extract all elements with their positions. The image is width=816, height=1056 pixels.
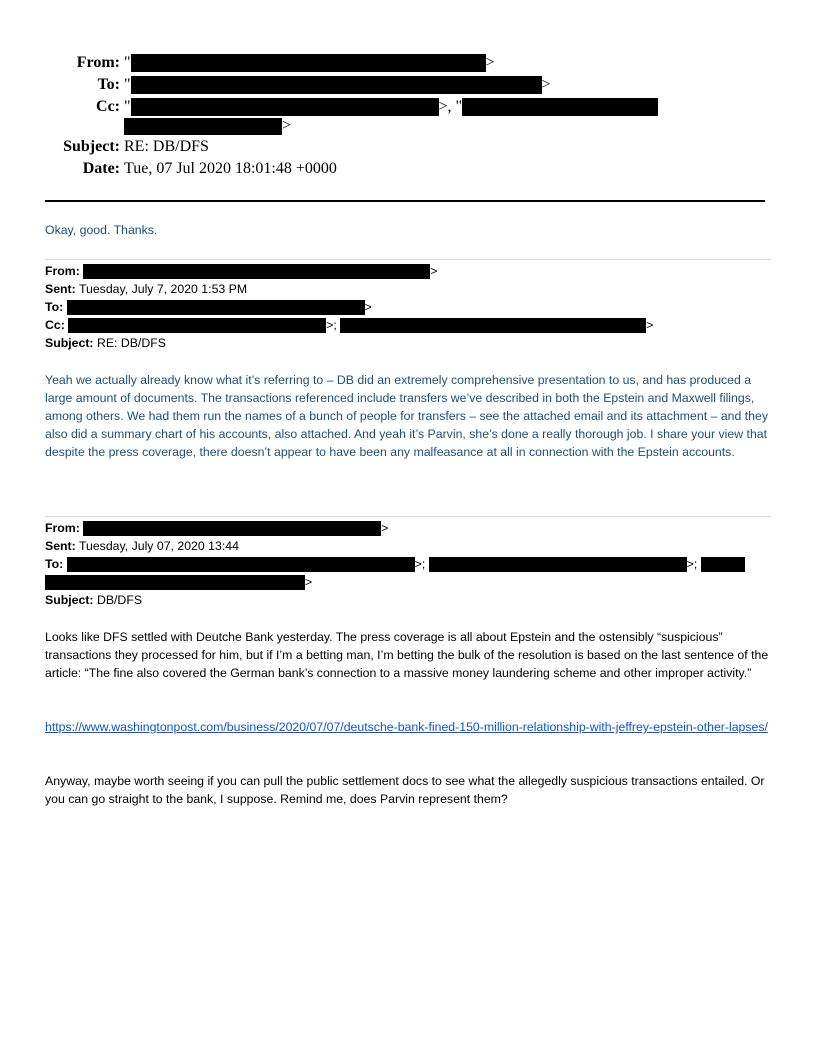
- redaction-block: [131, 98, 439, 116]
- cc-separator: >;: [326, 318, 337, 332]
- redaction-block: [131, 76, 542, 94]
- redaction-block: [429, 557, 687, 572]
- cc-close: >: [282, 117, 292, 134]
- sent-value: Tuesday, July 07, 2020 13:44: [78, 539, 239, 553]
- to-open-quote: ": [124, 76, 131, 93]
- to-label: To:: [45, 557, 64, 571]
- to-close: >: [364, 300, 372, 314]
- from-label: From:: [45, 264, 80, 278]
- redaction-block: [83, 264, 430, 279]
- cc-label: Cc:: [96, 98, 120, 115]
- reply-body: Okay, good. Thanks.: [45, 223, 158, 237]
- to-separator: >;: [414, 557, 426, 571]
- to-close: >: [541, 76, 551, 93]
- subject-label: Subject:: [63, 138, 120, 155]
- subject-value: DB/DFS: [96, 593, 143, 607]
- cc-separator: >, ": [438, 98, 463, 115]
- redaction-block: [45, 575, 305, 590]
- original-email-body-paragraph: Anyway, maybe worth seeing if you can pull the public settlement docs to see what the allegedly suspicious transactions entailed. Or you can go straight to the bank, I suppose. Remind me, does Parvin represent them?: [45, 774, 765, 806]
- sent-label: Sent:: [45, 539, 76, 553]
- redaction-block: [124, 118, 282, 135]
- sent-label: Sent:: [45, 282, 76, 296]
- redaction-block: [68, 318, 326, 333]
- article-link[interactable]: https://www.washingtonpost.com/business/2020/07/07/deutsche-bank-fined-150-million-relationship-with-jeffrey-epstein-other-lapses/: [45, 720, 768, 734]
- redaction-block: [83, 521, 381, 536]
- from-label: From:: [76, 54, 120, 71]
- to-close: >: [305, 575, 313, 589]
- date-value: Tue, 07 Jul 2020 18:01:48 +0000: [124, 160, 337, 177]
- subject-label: Subject:: [45, 336, 94, 350]
- to-separator: >;: [686, 557, 698, 571]
- from-close: >: [381, 521, 389, 535]
- subject-label: Subject:: [45, 593, 94, 607]
- redaction-block: [701, 557, 745, 572]
- header-divider: [45, 200, 765, 202]
- redaction-block: [340, 318, 646, 333]
- to-label: To:: [45, 300, 64, 314]
- cc-open-quote: ": [124, 98, 131, 115]
- date-label: Date:: [82, 160, 120, 177]
- message-divider: [45, 516, 771, 517]
- subject-value: RE: DB/DFS: [96, 336, 166, 350]
- redaction-block: [67, 300, 365, 315]
- redaction-block: [131, 54, 486, 72]
- from-close: >: [430, 264, 438, 278]
- to-label: To:: [97, 76, 120, 93]
- cc-label: Cc:: [45, 318, 65, 332]
- quoted-email-body: Yeah we actually already know what it’s referring to – DB did an extremely comprehensive presentation to us, and has produced a large amount of documents. The transactions referenced include transfers we’ve described in both the Epstein and Maxwell filings, among others. We had them run the names of a bunch of people for transfers – see the attached email and its attachment – and they also did a summary chart of his accounts, also attached. And yeah it’s Parvin, she’s done a really thorough job. I share your view that despite the press coverage, there doesn’t appear to have been any malfeasance at all in connection with the Epstein accounts.: [45, 373, 768, 459]
- redaction-block: [462, 98, 658, 116]
- message-divider: [45, 259, 771, 260]
- from-open-quote: ": [124, 54, 131, 71]
- from-label: From:: [45, 521, 80, 535]
- sent-value: Tuesday, July 7, 2020 1:53 PM: [78, 282, 248, 296]
- cc-close: >: [646, 318, 654, 332]
- original-email-body-paragraph: Looks like DFS settled with Deutche Bank yesterday. The press coverage is all about Epstein and the ostensibly “suspicious” transactions they processed for him, but if I’m a betting man, I’m betting the bulk of the resolution is based on the last sentence of the article: “The fine also covered the German bank’s connection to a massive money laundering scheme and other improper activity.”: [45, 630, 769, 680]
- redaction-block: [67, 557, 415, 572]
- subject-value: RE: DB/DFS: [124, 138, 209, 155]
- from-close: >: [485, 54, 495, 71]
